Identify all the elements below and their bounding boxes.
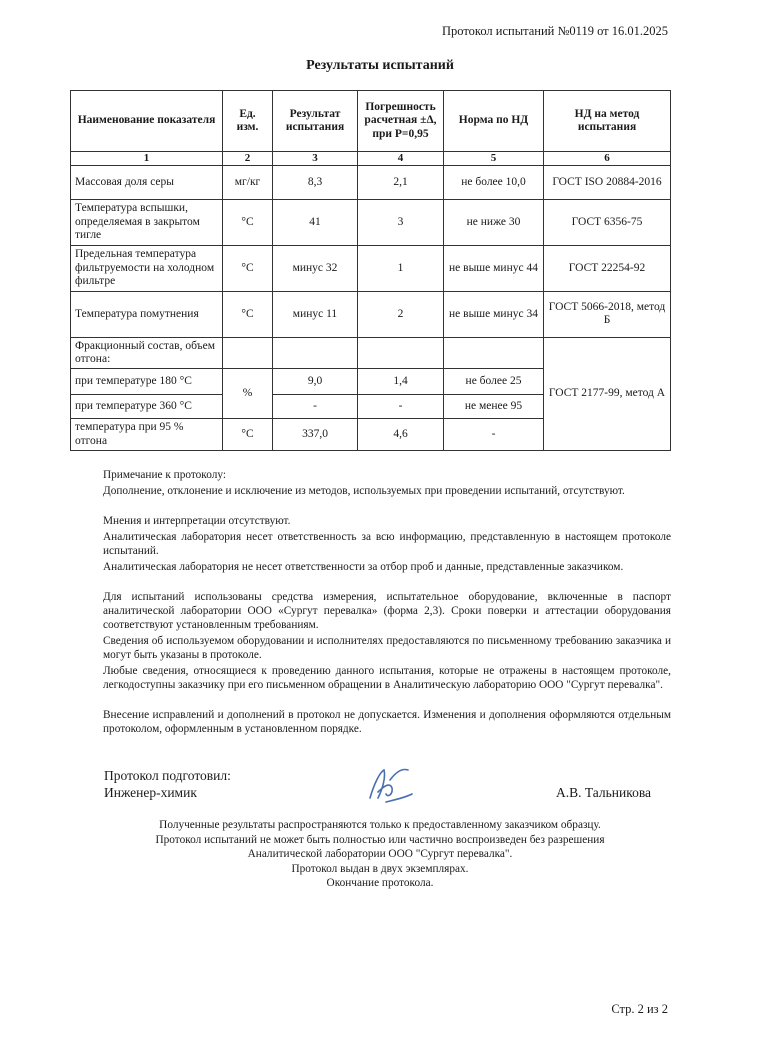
- error: 4,6: [358, 419, 444, 451]
- note-paragraph: Сведения об используемом оборудовании и исполнителях предоставляются по письменному требованию заказчика и могут быть указаны в протоколе.: [103, 635, 671, 661]
- footer-block: [0, 818, 760, 891]
- column-number: 2: [223, 152, 273, 166]
- indicator-name: Предельная температура фильтруемости на холодном фильтре: [71, 245, 223, 291]
- column-number: 3: [273, 152, 358, 166]
- unit: °C: [223, 291, 273, 337]
- table-row: [71, 199, 671, 245]
- column-number: 4: [358, 152, 444, 166]
- error: 1,4: [358, 369, 444, 395]
- protocol-header: Протокол испытаний №0119 от 16.01.2025: [442, 24, 668, 38]
- indicator-name: Массовая доля серы: [71, 165, 223, 199]
- preparer-position: Инженер-химик: [104, 785, 197, 800]
- column-header: Наименование показателя: [71, 91, 223, 152]
- table-row: [71, 291, 671, 337]
- error: 1: [358, 245, 444, 291]
- note-paragraph: Для испытаний использованы средства измерения, испытательное оборудование, включенные в паспорт аналитической лаборатории ООО «Сургут перевалка» (форма 2,3). Сроки поверки и аттестации оборудования соответствуют установленным требованиям.: [103, 591, 671, 631]
- table-row: [71, 245, 671, 291]
- column-number-row: [71, 152, 671, 166]
- column-number: 1: [71, 152, 223, 166]
- prepared-by-label: Протокол подготовил:: [104, 768, 231, 783]
- page-number: Стр. 2 из 2: [611, 1002, 668, 1016]
- results-table: [70, 90, 671, 451]
- error: 2: [358, 291, 444, 337]
- table-row: [71, 165, 671, 199]
- column-number: 6: [544, 152, 671, 166]
- note-paragraph: Дополнение, отклонение и исключение из методов, используемых при проведении испытаний, отсутствуют.: [103, 485, 625, 497]
- column-number: 5: [444, 152, 544, 166]
- column-header: Норма по НД: [444, 91, 544, 152]
- footer-line: Окончание протокола.: [326, 877, 434, 889]
- fraction-method: ГОСТ 2177-99, метод А: [544, 337, 671, 450]
- unit: °C: [223, 419, 273, 451]
- result: минус 32: [273, 245, 358, 291]
- error: 2,1: [358, 165, 444, 199]
- note-paragraph: Аналитическая лаборатория несет ответственность за всю информацию, представленную в настоящем протоколе испытаний.: [103, 531, 671, 557]
- column-header: Ед. изм.: [223, 91, 273, 152]
- method: ГОСТ ISO 20884-2016: [544, 165, 671, 199]
- note-paragraph: Аналитическая лаборатория не несет ответственности за отбор проб и данные, представленные заказчиком.: [103, 561, 624, 573]
- result: 337,0: [273, 419, 358, 451]
- result: 41: [273, 199, 358, 245]
- signer-name: А.В. Тальникова: [556, 785, 652, 800]
- note-paragraph: Мнения и интерпретации отсутствуют.: [103, 515, 291, 527]
- indicator-name: при температуре 180 °С: [71, 369, 223, 395]
- page-title: Результаты испытаний: [306, 58, 454, 73]
- result: 8,3: [273, 165, 358, 199]
- note-paragraph: Любые сведения, относящиеся к проведению данного испытания, которые не отражены в настоящем протоколе, легкодоступны заказчику при его письменном обращении в Аналитическую лабораторию ООО "Сургут перевалка".: [103, 665, 671, 691]
- table-row: [71, 337, 671, 368]
- method: ГОСТ 22254-92: [544, 245, 671, 291]
- indicator-name: Температура помутнения: [71, 291, 223, 337]
- error: -: [358, 395, 444, 419]
- column-header: Погрешность расчетная ±Δ, при Р=0,95: [358, 91, 444, 152]
- fraction-label: Фракционный состав, объем отгона:: [71, 337, 223, 368]
- result: 9,0: [273, 369, 358, 395]
- norm: не ниже 30: [444, 199, 544, 245]
- norm: не менее 95: [444, 395, 544, 419]
- result: -: [273, 395, 358, 419]
- column-header: НД на метод испытания: [544, 91, 671, 152]
- norm: не более 10,0: [444, 165, 544, 199]
- indicator-name: Температура вспышки, определяемая в закрытом тигле: [71, 199, 223, 245]
- note-paragraph: Внесение исправлений и дополнений в протокол не допускается. Изменения и дополнения оформляются отдельным протоколом, оформленным в установленном порядке.: [103, 709, 671, 735]
- handwritten-signature-icon: [360, 764, 420, 811]
- method: ГОСТ 5066-2018, метод Б: [544, 291, 671, 337]
- error: 3: [358, 199, 444, 245]
- norm: -: [444, 419, 544, 451]
- result: минус 11: [273, 291, 358, 337]
- table-header-row: [71, 91, 671, 152]
- footer-line: Протокол испытаний не может быть полностью или частично воспроизведен без разрешения: [155, 833, 605, 846]
- unit: мг/кг: [223, 165, 273, 199]
- column-header: Результат испытания: [273, 91, 358, 152]
- method: ГОСТ 6356-75: [544, 199, 671, 245]
- footer-line: Полученные результаты распространяются только к предоставленному заказчиком образцу.: [159, 819, 601, 831]
- footer-line: Протокол выдан в двух экземплярах.: [291, 862, 469, 875]
- norm: не более 25: [444, 369, 544, 395]
- indicator-name: при температуре 360 °С: [71, 395, 223, 419]
- unit: °C: [223, 199, 273, 245]
- norm: не выше минус 34: [444, 291, 544, 337]
- note-heading: Примечание к протоколу:: [103, 469, 226, 481]
- footer-line: Аналитической лаборатории ООО "Сургут перевалка".: [247, 848, 513, 860]
- indicator-name: температура при 95 % отгона: [71, 419, 223, 451]
- norm: не выше минус 44: [444, 245, 544, 291]
- unit: °C: [223, 245, 273, 291]
- unit: %: [223, 369, 273, 419]
